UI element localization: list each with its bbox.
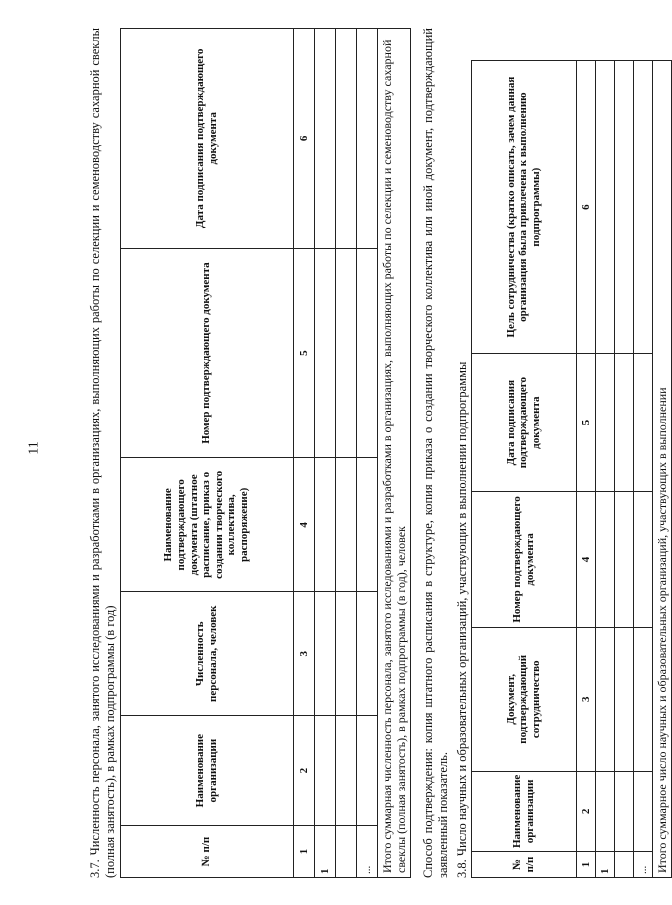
column-number: 4: [576, 492, 595, 628]
table-row: [614, 61, 633, 878]
personnel-table: [120, 28, 412, 878]
column-number: 6: [293, 29, 314, 249]
row-index: [335, 826, 356, 878]
column-number: 6: [576, 61, 595, 354]
col-header: Наименование подтверждающего документа (штатное расписание, приказ о создании творческого коллектива, распоряжение): [120, 458, 293, 592]
column-numbers-row: [576, 61, 595, 878]
column-number: 3: [293, 592, 314, 716]
col-header: Номер подтверждающего документа: [120, 248, 293, 458]
table-row: [356, 29, 377, 878]
page-number: 11: [26, 441, 42, 455]
row-index: ...: [356, 826, 377, 878]
confirmation-note: Способ подтверждения: копия штатного расписания в структуре, копия приказа о создании творческого коллектива или иной документ, подтверждающий заявленный показатель.: [421, 28, 451, 878]
col-header: Наименование организации: [471, 771, 576, 851]
total-label: Итого суммарная численность персонала, занятого исследованиями и разработками в организациях, выполняющих работы по селекции и семеноводству сахарной свеклы (полная занятость), в рамках подпрограммы (в год), человек: [377, 29, 411, 878]
table-row: [314, 29, 335, 878]
col-header: № п/п: [120, 826, 293, 878]
section-3-7-title: 3.7. Численность персонала, занятого исследованиями и разработками в организациях, выполняющих работы по селекции и семеноводству сахарной свеклы (полная занятость), в рамках подпрограммы (в год): [88, 28, 117, 878]
page-content: [88, 28, 672, 878]
col-header: Наименование организации: [120, 716, 293, 826]
table-row: [335, 29, 356, 878]
row-index: [614, 852, 633, 878]
organizations-table: [471, 60, 672, 878]
table-row: [595, 61, 614, 878]
organizations-table-header: [471, 61, 576, 878]
row-index: 1: [595, 852, 614, 878]
column-number: 2: [293, 716, 314, 826]
column-number: 1: [293, 826, 314, 878]
column-number: 2: [576, 771, 595, 851]
total-label: Итого суммарное число научных и образовательных организаций, участвующих в выполнении: [652, 61, 671, 878]
col-header: Цель сотрудничества (кратко описать, зачем данная организация была привлечена к выполнению подпрограммы): [471, 61, 576, 354]
col-header: Дата подписания подтверждающего документа: [471, 354, 576, 492]
col-header: Дата подписания подтверждающего документа: [120, 29, 293, 249]
table-row: [633, 61, 652, 878]
personnel-table-header: [120, 29, 293, 878]
col-header: Численность персонала, человек: [120, 592, 293, 716]
column-number: 1: [576, 852, 595, 878]
column-number: 5: [293, 248, 314, 458]
col-header: № п/п: [471, 852, 576, 878]
col-header: Номер подтверждающего документа: [471, 492, 576, 628]
col-header: Документ, подтверждающий сотрудничество: [471, 627, 576, 771]
total-row: [652, 61, 671, 878]
column-number: 4: [293, 458, 314, 592]
column-numbers-row: [293, 29, 314, 878]
row-index: 1: [314, 826, 335, 878]
column-number: 5: [576, 354, 595, 492]
column-number: 3: [576, 627, 595, 771]
row-index: ...: [633, 852, 652, 878]
section-3-8-title: 3.8. Число научных и образовательных организаций, участвующих в выполнении подпрограммы: [454, 361, 469, 878]
total-row: [377, 29, 411, 878]
